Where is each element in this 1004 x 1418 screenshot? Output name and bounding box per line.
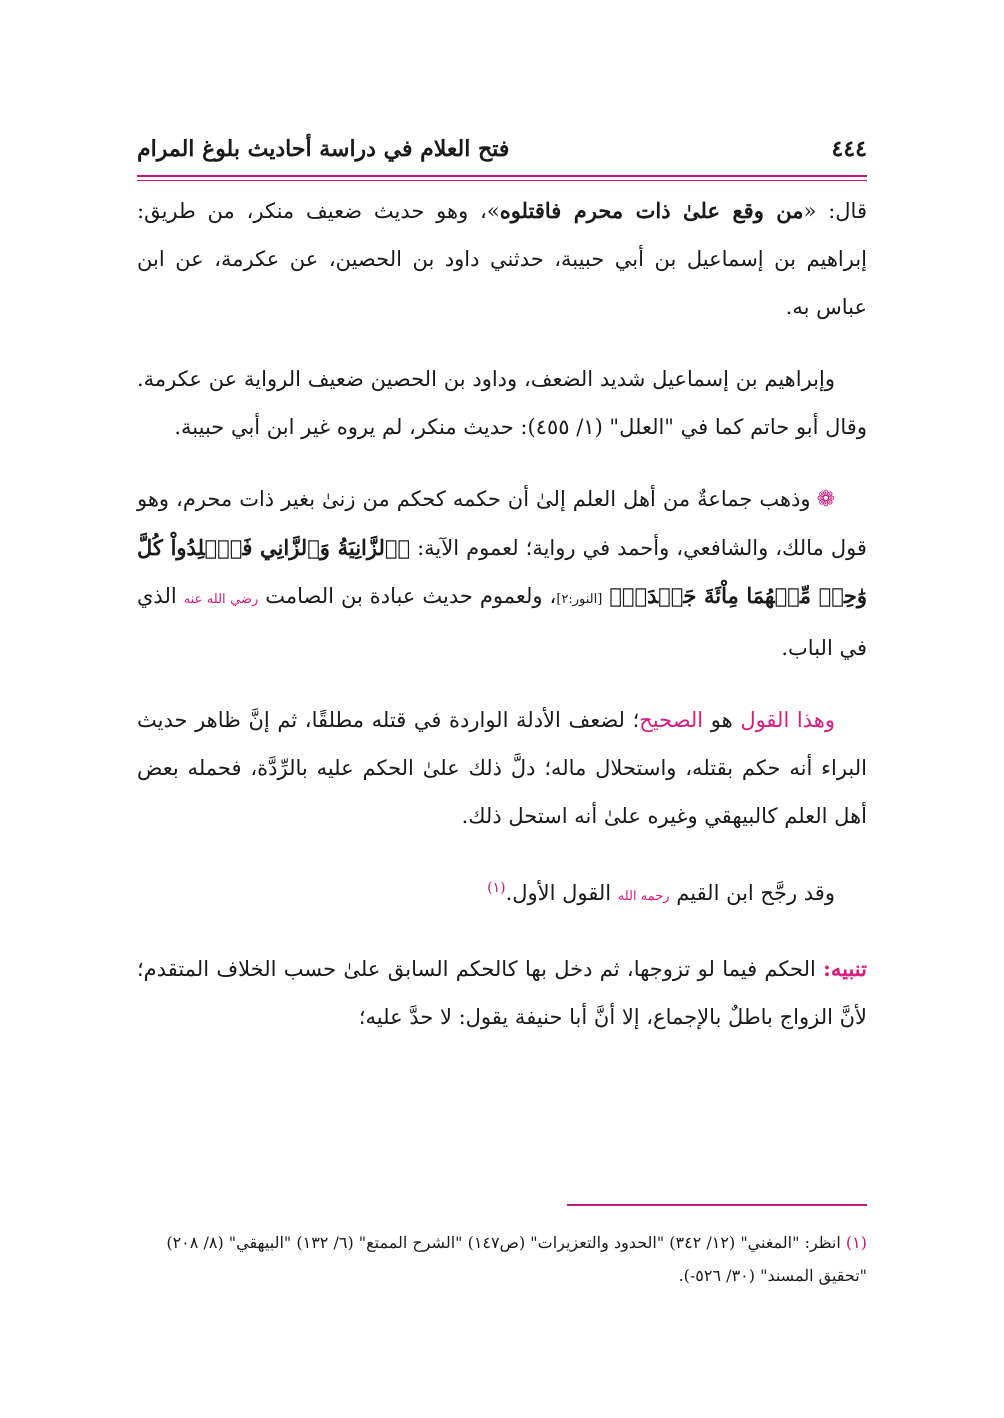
p6-text: الحكم فيما لو تزوجها، ثم دخل بها كالحكم السابق علىٰ حسب الخلاف المتقدم؛ لأنَّ الزواج باطلٌ بالإجماع، إلا أنَّ أبا حنيفة يقول: لا حدَّ عليه؛: [137, 957, 867, 1029]
page-number: ٤٤٤: [831, 136, 867, 162]
footnote-number: (١): [845, 1233, 867, 1252]
paragraph-5: [137, 864, 867, 921]
paragraph-3: [137, 475, 867, 672]
p3-text3: الذي في الباب.: [137, 584, 867, 660]
paragraph-1: [137, 187, 867, 331]
p1-hadith-quote: من وقع علىٰ ذات محرم فاقتلوه: [499, 198, 804, 223]
verse-reference: [النور:٢]: [556, 592, 603, 607]
note-label: تنبيه:: [823, 956, 867, 981]
honorific-rahimahullah: رحمه الله: [617, 889, 670, 904]
p4-text1: هو: [703, 708, 741, 732]
footnotes: [137, 1226, 867, 1292]
paragraph-4: [137, 696, 867, 840]
p3-text2: ، ولعموم حديث عبادة بن الصامت: [265, 584, 557, 608]
flower-ornament-icon: ❁: [816, 487, 835, 512]
honorific-radiallah: رضي الله عنه: [183, 592, 259, 607]
footnote-1: [137, 1226, 867, 1292]
p1-lead: قال: «: [803, 199, 867, 223]
header-rule: [137, 175, 867, 177]
p5-text1: وقد رجَّح ابن القيم: [676, 881, 835, 905]
p4-highlight-1: وهذا القول: [740, 708, 835, 732]
paragraph-6: [137, 945, 867, 1041]
p5-text2: القول الأول.: [505, 881, 618, 905]
p3-text1: وذهب جماعةٌ من أهل العلم إلىٰ أن حكمه كحكم من زنىٰ بغير ذات محرم، وهو قول مالك، والشافعي، وأحمد في رواية؛ لعموم الآية:: [137, 487, 867, 560]
main-text: [137, 187, 867, 1065]
book-title: فتح العلام في دراسة أحاديث بلوغ المرام: [137, 136, 510, 162]
quran-verse: ﴿ٱلزَّانِيَةُ وَٱلزَّانِي فَٱجۡلِدُواْ كُلَّ وَٰحِدٖ مِّنۡهُمَا مِاْئَةَ جَلۡدَةٖ﴾: [137, 535, 867, 608]
p4-highlight-2: الصحيح: [639, 708, 704, 732]
header-rule-thin: [137, 180, 867, 181]
p1-rest: »، وهو حديث ضعيف منكر، من طريق: إبراهيم بن إسماعيل بن أبي حبيبة، حدثني داود بن الحصين، عن عكرمة، عن ابن عباس به.: [137, 199, 868, 319]
footnote-rule: [567, 1204, 867, 1206]
footnote-text: انظر: "المغني" (١٢/ ٣٤٢) "الحدود والتعزيرات" (ص١٤٧) "الشرح الممتع" (٦/ ١٣٢) "البيهقي" (٨/ ٢٠٨) "تحقيق المسند" (٣٠/ ٥٢٦-).: [166, 1233, 867, 1285]
paragraph-2: وإبراهيم بن إسماعيل شديد الضعف، وداود بن الحصين ضعيف الرواية عن عكرمة. وقال أبو حاتم كما في "العلل" (١/ ٤٥٥): حديث منكر، لم يروه غير ابن أبي حبيبة.: [137, 367, 867, 439]
p4-text2: ؛ لضعف الأدلة الواردة في قتله مطلقًا، ثم إنَّ ظاهر حديث البراء أنه حكم بقتله، واستحلال ماله؛ دلَّ ذلك علىٰ الحكم عليه بالرِّدَّة، فحمله بعض أهل العلم كالبيهقي وغيره علىٰ أنه استحل ذلك.: [137, 708, 867, 828]
footnote-marker[interactable]: (١): [487, 880, 506, 896]
running-header: [137, 128, 867, 170]
